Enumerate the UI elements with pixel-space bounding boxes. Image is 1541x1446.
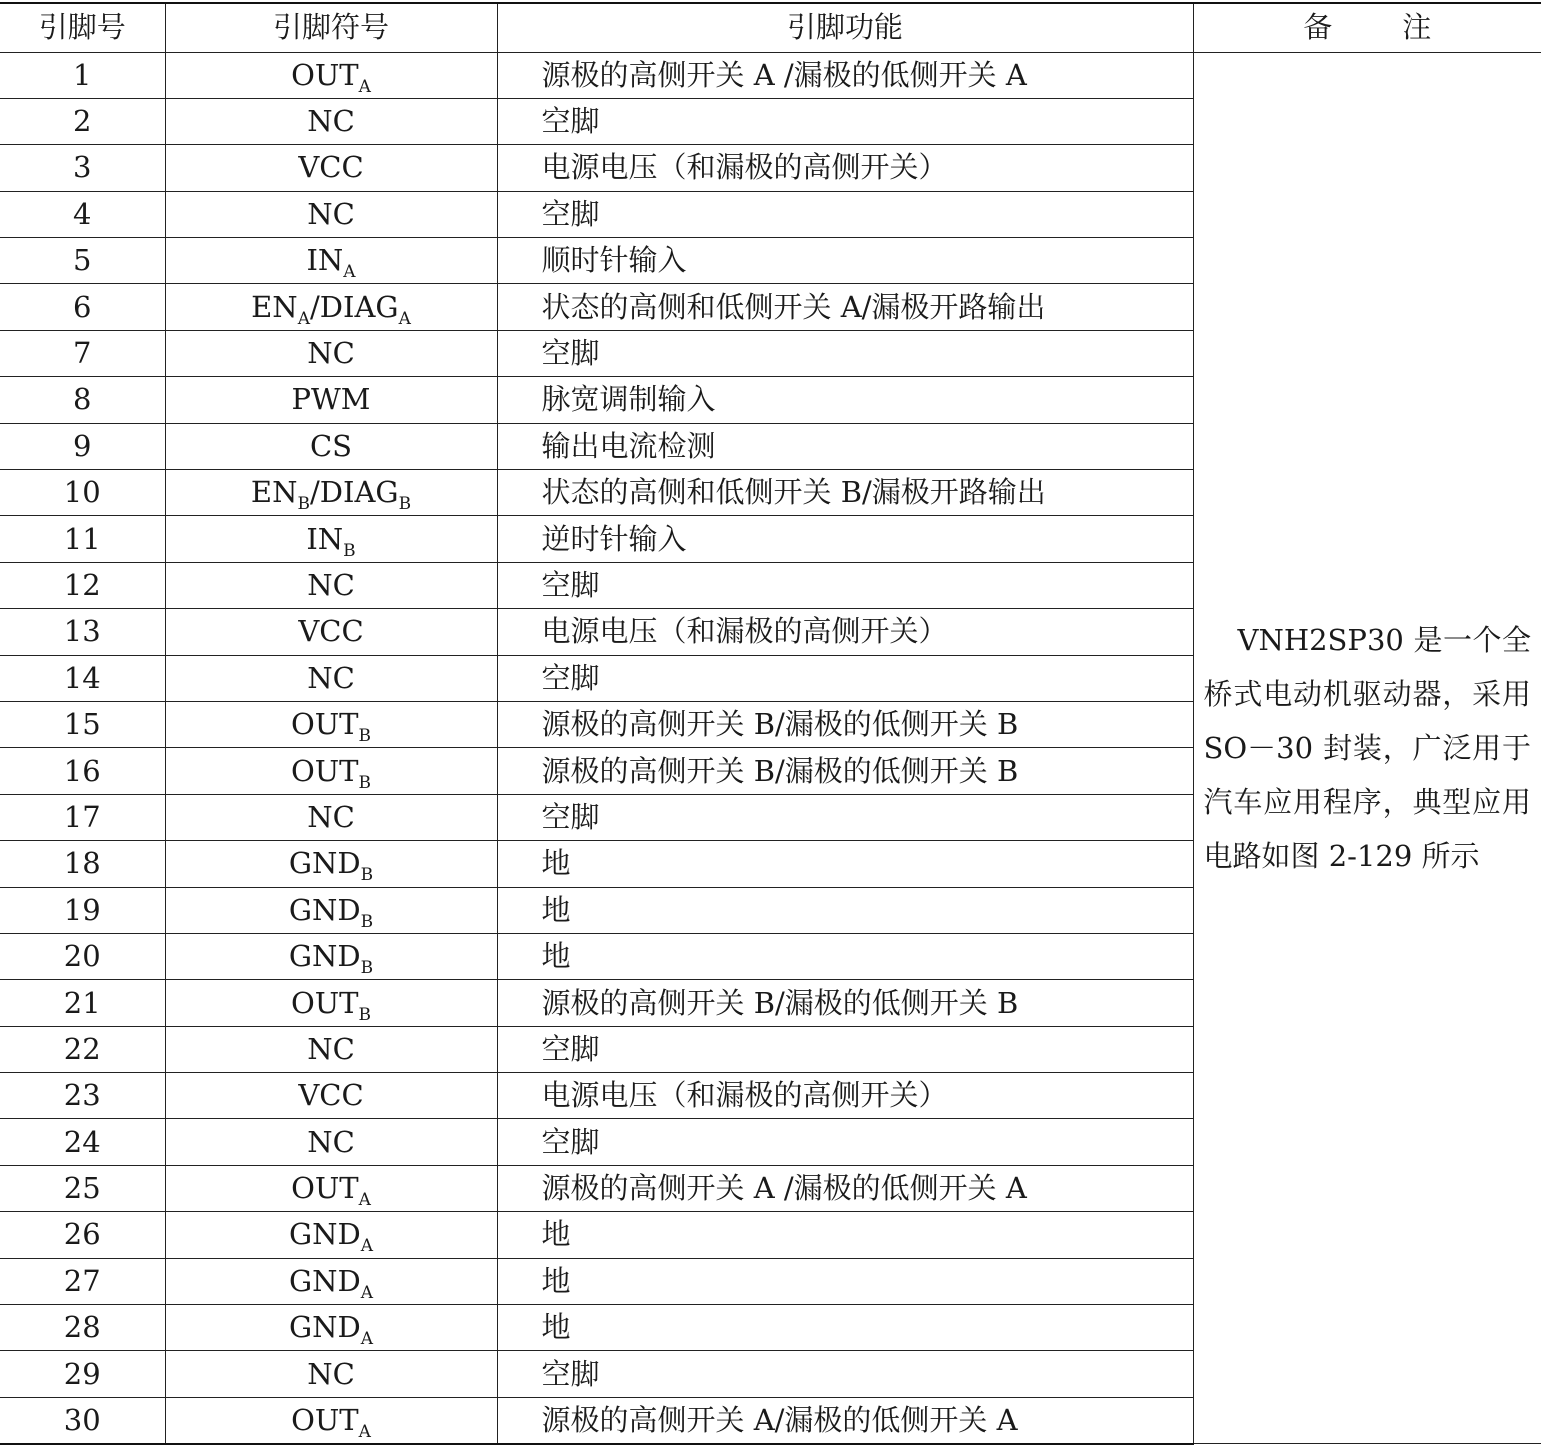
pin-symbol xyxy=(165,748,497,794)
pin-number: 18 xyxy=(0,841,165,887)
pin-symbol xyxy=(165,470,497,516)
pin-number: 21 xyxy=(0,980,165,1026)
pin-function: 空脚 xyxy=(497,794,1193,840)
pin-symbol xyxy=(165,1119,497,1165)
pin-number: 22 xyxy=(0,1026,165,1072)
pin-table xyxy=(0,2,1541,1445)
pin-number: 7 xyxy=(0,330,165,376)
pin-number: 14 xyxy=(0,655,165,701)
pin-symbol xyxy=(165,794,497,840)
pin-symbol xyxy=(165,238,497,284)
pin-symbol-subscript: A xyxy=(360,1282,374,1303)
pin-symbol-subscript: B xyxy=(360,911,374,932)
pin-symbol-main: NC xyxy=(307,660,355,695)
pin-symbol-main: OUT xyxy=(291,1171,359,1206)
pin-symbol xyxy=(165,284,497,330)
pin-function: 状态的高侧和低侧开关 B/漏极开路输出 xyxy=(497,470,1193,516)
pin-number: 20 xyxy=(0,933,165,979)
pin-symbol-main: NC xyxy=(307,336,355,371)
pin-symbol-main: CS xyxy=(309,428,353,463)
pin-symbol-subscript: B xyxy=(358,1004,372,1025)
pin-symbol-main: PWM xyxy=(291,382,371,417)
pin-symbol-main: VCC xyxy=(298,1078,364,1113)
pin-symbol-subscript: B xyxy=(360,865,374,886)
pin-symbol-subscript: B xyxy=(358,772,372,793)
pin-function: 空脚 xyxy=(497,191,1193,237)
pin-symbol-main-2: /DIAG xyxy=(309,475,399,510)
pin-number: 12 xyxy=(0,562,165,608)
pin-symbol-main: NC xyxy=(307,567,355,602)
pin-number: 25 xyxy=(0,1165,165,1211)
pin-symbol-subscript: A xyxy=(360,1236,374,1257)
pin-symbol-main: IN xyxy=(306,243,344,278)
pin-number: 3 xyxy=(0,145,165,191)
pin-symbol-subscript: A xyxy=(358,76,371,97)
pin-number: 26 xyxy=(0,1212,165,1258)
note-cell xyxy=(1193,52,1541,1444)
table-body xyxy=(0,52,1541,1444)
pin-function: 地 xyxy=(497,841,1193,887)
header-pin-symbol: 引脚符号 xyxy=(165,3,497,52)
pin-symbol-subscript: A xyxy=(297,308,310,329)
pin-number: 23 xyxy=(0,1073,165,1119)
note-text: VNH2SP30 是一个全桥式电动机驱动器，采用 SO－30 封装，广泛用于汽车应用程序，典型应用电路如图 2-129 所示 xyxy=(1203,622,1531,873)
pin-function: 空脚 xyxy=(497,562,1193,608)
pin-number: 27 xyxy=(0,1258,165,1304)
pin-function: 空脚 xyxy=(497,330,1193,376)
pin-function: 空脚 xyxy=(497,655,1193,701)
pin-symbol xyxy=(165,377,497,423)
pin-number: 4 xyxy=(0,191,165,237)
pin-symbol-main: NC xyxy=(307,1031,355,1066)
pin-number: 29 xyxy=(0,1351,165,1397)
pin-symbol xyxy=(165,1026,497,1072)
pin-symbol-main: NC xyxy=(307,1124,355,1159)
pin-symbol-main: VCC xyxy=(298,150,364,185)
pin-symbol xyxy=(165,1397,497,1443)
pin-function: 地 xyxy=(497,933,1193,979)
pin-number: 11 xyxy=(0,516,165,562)
pin-function: 源极的高侧开关 A/漏极的低侧开关 A xyxy=(497,1397,1193,1443)
pin-symbol xyxy=(165,1165,497,1211)
pin-symbol-main: OUT xyxy=(291,1402,359,1437)
pin-symbol xyxy=(165,145,497,191)
pin-function: 空脚 xyxy=(497,1026,1193,1072)
pin-function: 状态的高侧和低侧开关 A/漏极开路输出 xyxy=(497,284,1193,330)
pin-number: 8 xyxy=(0,377,165,423)
pin-symbol-subscript: A xyxy=(343,262,356,283)
pin-number: 30 xyxy=(0,1397,165,1443)
pin-symbol-main: EN xyxy=(251,289,298,324)
pin-symbol-subscript: B xyxy=(297,494,310,515)
pin-symbol-subscript: A xyxy=(358,1421,371,1442)
pin-symbol xyxy=(165,1073,497,1119)
pin-symbol-main: OUT xyxy=(290,985,359,1020)
pin-number: 9 xyxy=(0,423,165,469)
pin-symbol xyxy=(165,980,497,1026)
pin-symbol xyxy=(165,516,497,562)
pin-symbol xyxy=(165,98,497,144)
pin-symbol-subscript: B xyxy=(343,540,356,561)
pin-function: 脉宽调制输入 xyxy=(497,377,1193,423)
pin-symbol-main: EN xyxy=(250,475,298,510)
pin-number: 17 xyxy=(0,794,165,840)
pin-symbol-main: NC xyxy=(307,799,355,834)
pin-number: 13 xyxy=(0,609,165,655)
pin-symbol-main: GND xyxy=(288,1217,361,1252)
pin-symbol xyxy=(165,423,497,469)
pin-number: 5 xyxy=(0,238,165,284)
pin-function: 电源电压（和漏极的高侧开关） xyxy=(497,609,1193,655)
pin-function: 源极的高侧开关 B/漏极的低侧开关 B xyxy=(497,748,1193,794)
pin-symbol-main: GND xyxy=(288,1310,361,1345)
pin-symbol xyxy=(165,191,497,237)
pin-symbol xyxy=(165,1305,497,1351)
header-pin-no: 引脚号 xyxy=(0,3,165,52)
pin-function: 空脚 xyxy=(497,1119,1193,1165)
pin-symbol-main: GND xyxy=(288,1263,361,1298)
pin-function: 地 xyxy=(497,1212,1193,1258)
header-pin-function: 引脚功能 xyxy=(497,3,1193,52)
pin-symbol-main: NC xyxy=(307,196,355,231)
pin-function: 电源电压（和漏极的高侧开关） xyxy=(497,145,1193,191)
pin-symbol-main: NC xyxy=(307,104,355,139)
pin-function: 地 xyxy=(497,1258,1193,1304)
pin-number: 28 xyxy=(0,1305,165,1351)
pin-function: 源极的高侧开关 B/漏极的低侧开关 B xyxy=(497,701,1193,747)
pin-symbol-subscript: B xyxy=(360,958,374,979)
pin-symbol xyxy=(165,1258,497,1304)
pin-symbol-subscript-2: B xyxy=(398,494,412,515)
pin-number: 1 xyxy=(0,52,165,98)
header-note-right: 注 xyxy=(1402,10,1432,45)
pin-symbol-main: OUT xyxy=(290,753,359,788)
pin-number: 2 xyxy=(0,98,165,144)
table-row xyxy=(0,52,1541,98)
pin-symbol xyxy=(165,933,497,979)
pin-function: 源极的高侧开关 A /漏极的低侧开关 A xyxy=(497,1165,1193,1211)
pin-function: 电源电压（和漏极的高侧开关） xyxy=(497,1073,1193,1119)
pin-symbol xyxy=(165,609,497,655)
pin-function: 顺时针输入 xyxy=(497,238,1193,284)
pin-symbol-main: IN xyxy=(306,521,344,556)
pin-symbol xyxy=(165,330,497,376)
pin-function: 输出电流检测 xyxy=(497,423,1193,469)
pin-function: 空脚 xyxy=(497,98,1193,144)
pin-symbol-main: GND xyxy=(288,892,361,927)
pin-symbol-subscript: A xyxy=(358,1190,371,1211)
pin-function: 地 xyxy=(497,887,1193,933)
pin-function: 空脚 xyxy=(497,1351,1193,1397)
pin-number: 19 xyxy=(0,887,165,933)
header-note-left: 备 xyxy=(1303,10,1333,45)
pin-number: 15 xyxy=(0,701,165,747)
header-note xyxy=(1193,3,1541,52)
pin-symbol-main: VCC xyxy=(298,614,364,649)
pin-symbol-main-2: /DIAG xyxy=(309,289,399,324)
pin-symbol xyxy=(165,52,497,98)
pin-symbol xyxy=(165,655,497,701)
pin-number: 16 xyxy=(0,748,165,794)
pin-symbol-main: NC xyxy=(307,1356,355,1391)
pin-function: 源极的高侧开关 B/漏极的低侧开关 B xyxy=(497,980,1193,1026)
pin-function: 源极的高侧开关 A /漏极的低侧开关 A xyxy=(497,52,1193,98)
pin-number: 24 xyxy=(0,1119,165,1165)
pin-function: 地 xyxy=(497,1305,1193,1351)
pin-symbol-main: OUT xyxy=(290,707,359,742)
pin-symbol-main: GND xyxy=(288,939,361,974)
header-row xyxy=(0,3,1541,52)
pin-symbol xyxy=(165,1212,497,1258)
pin-number: 6 xyxy=(0,284,165,330)
pin-symbol-main: GND xyxy=(288,846,361,881)
pin-symbol xyxy=(165,1351,497,1397)
pin-symbol-subscript: B xyxy=(358,726,372,747)
pin-symbol-subscript-2: A xyxy=(398,308,411,329)
pin-symbol xyxy=(165,887,497,933)
pin-symbol xyxy=(165,841,497,887)
pin-symbol-subscript: A xyxy=(360,1329,374,1350)
pin-number: 10 xyxy=(0,470,165,516)
pin-symbol xyxy=(165,562,497,608)
pin-symbol-main: OUT xyxy=(291,57,359,92)
pin-symbol xyxy=(165,701,497,747)
pin-function: 逆时针输入 xyxy=(497,516,1193,562)
